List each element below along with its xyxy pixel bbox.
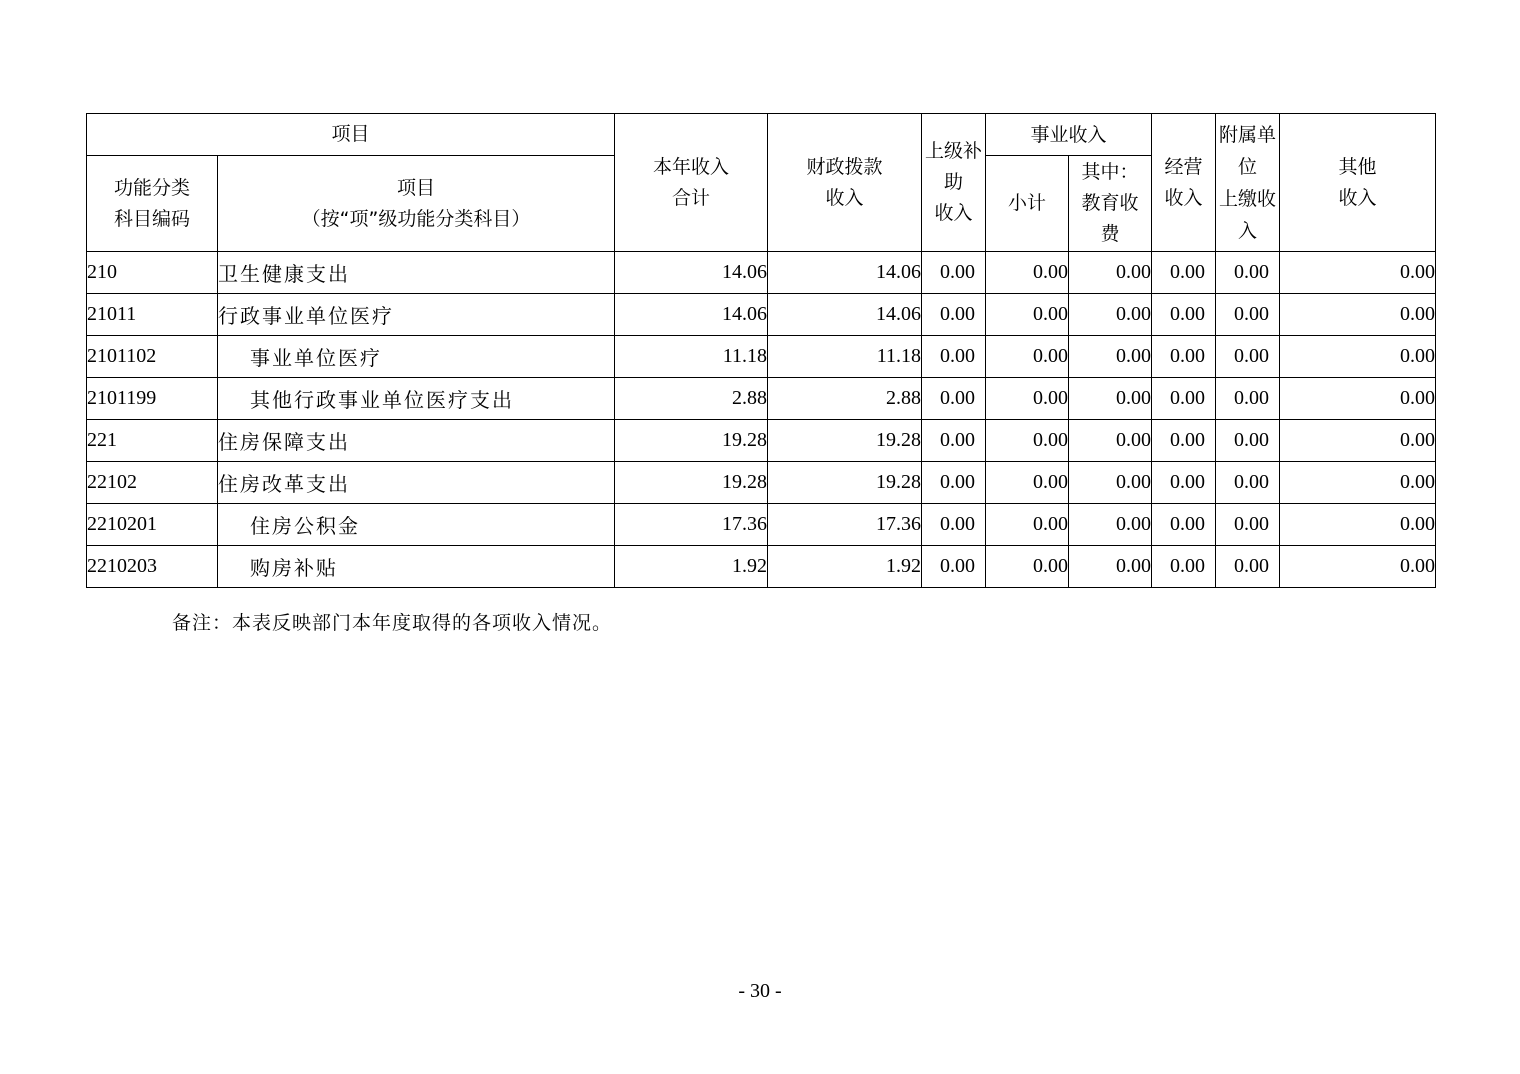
cell-operating: 0.00 bbox=[1152, 252, 1216, 294]
header-edu-fee: 其中： 教育收 费 bbox=[1069, 156, 1152, 252]
cell-edu-fee: 0.00 bbox=[1069, 336, 1152, 378]
cell-fiscal: 19.28 bbox=[768, 462, 922, 504]
cell-other: 0.00 bbox=[1280, 420, 1436, 462]
cell-name: 住房公积金 bbox=[218, 504, 615, 546]
cell-code: 2210203 bbox=[87, 546, 218, 588]
cell-superior: 0.00 bbox=[922, 252, 986, 294]
cell-fiscal: 1.92 bbox=[768, 546, 922, 588]
cell-code: 2210201 bbox=[87, 504, 218, 546]
cell-subtotal: 0.00 bbox=[986, 336, 1069, 378]
cell-affiliated: 0.00 bbox=[1216, 378, 1280, 420]
cell-superior: 0.00 bbox=[922, 420, 986, 462]
cell-superior: 0.00 bbox=[922, 504, 986, 546]
cell-code: 2101199 bbox=[87, 378, 218, 420]
cell-name: 购房补贴 bbox=[218, 546, 615, 588]
cell-operating: 0.00 bbox=[1152, 546, 1216, 588]
cell-edu-fee: 0.00 bbox=[1069, 546, 1152, 588]
header-code: 功能分类 科目编码 bbox=[87, 156, 218, 252]
cell-code: 221 bbox=[87, 420, 218, 462]
cell-fiscal: 19.28 bbox=[768, 420, 922, 462]
cell-superior: 0.00 bbox=[922, 336, 986, 378]
cell-fiscal: 2.88 bbox=[768, 378, 922, 420]
table-row bbox=[87, 294, 1436, 336]
cell-other: 0.00 bbox=[1280, 336, 1436, 378]
table-body bbox=[87, 252, 1436, 588]
cell-total: 14.06 bbox=[615, 294, 768, 336]
cell-operating: 0.00 bbox=[1152, 336, 1216, 378]
cell-superior: 0.00 bbox=[922, 294, 986, 336]
header-operating: 经营 收入 bbox=[1152, 114, 1216, 252]
cell-name: 行政事业单位医疗 bbox=[218, 294, 615, 336]
table-row bbox=[87, 252, 1436, 294]
cell-total: 19.28 bbox=[615, 420, 768, 462]
cell-other: 0.00 bbox=[1280, 294, 1436, 336]
cell-affiliated: 0.00 bbox=[1216, 504, 1280, 546]
cell-code: 22102 bbox=[87, 462, 218, 504]
cell-subtotal: 0.00 bbox=[986, 378, 1069, 420]
cell-other: 0.00 bbox=[1280, 462, 1436, 504]
cell-total: 11.18 bbox=[615, 336, 768, 378]
cell-superior: 0.00 bbox=[922, 462, 986, 504]
cell-edu-fee: 0.00 bbox=[1069, 252, 1152, 294]
cell-code: 2101102 bbox=[87, 336, 218, 378]
cell-subtotal: 0.00 bbox=[986, 252, 1069, 294]
table-row bbox=[87, 546, 1436, 588]
header-item: 项目 （按“项”级功能分类科目） bbox=[218, 156, 615, 252]
cell-fiscal: 11.18 bbox=[768, 336, 922, 378]
cell-affiliated: 0.00 bbox=[1216, 546, 1280, 588]
cell-name: 事业单位医疗 bbox=[218, 336, 615, 378]
cell-subtotal: 0.00 bbox=[986, 462, 1069, 504]
table-row bbox=[87, 336, 1436, 378]
cell-subtotal: 0.00 bbox=[986, 420, 1069, 462]
table-row bbox=[87, 420, 1436, 462]
cell-subtotal: 0.00 bbox=[986, 546, 1069, 588]
header-other: 其他 收入 bbox=[1280, 114, 1436, 252]
header-affiliated: 附属单 位 上缴收 入 bbox=[1216, 114, 1280, 252]
cell-operating: 0.00 bbox=[1152, 420, 1216, 462]
cell-superior: 0.00 bbox=[922, 546, 986, 588]
cell-total: 19.28 bbox=[615, 462, 768, 504]
page-number: - 30 - bbox=[738, 980, 782, 1002]
cell-affiliated: 0.00 bbox=[1216, 294, 1280, 336]
cell-fiscal: 14.06 bbox=[768, 252, 922, 294]
cell-subtotal: 0.00 bbox=[986, 294, 1069, 336]
cell-total: 2.88 bbox=[615, 378, 768, 420]
cell-name: 住房改革支出 bbox=[218, 462, 615, 504]
cell-total: 14.06 bbox=[615, 252, 768, 294]
header-superior-subsidy: 上级补 助 收入 bbox=[922, 114, 986, 252]
cell-edu-fee: 0.00 bbox=[1069, 462, 1152, 504]
cell-other: 0.00 bbox=[1280, 378, 1436, 420]
cell-edu-fee: 0.00 bbox=[1069, 378, 1152, 420]
cell-other: 0.00 bbox=[1280, 504, 1436, 546]
table-row bbox=[87, 462, 1436, 504]
cell-name: 卫生健康支出 bbox=[218, 252, 615, 294]
table-row bbox=[87, 378, 1436, 420]
table-note: 备注：本表反映部门本年度取得的各项收入情况。 bbox=[172, 612, 613, 634]
header-subtotal: 小计 bbox=[986, 156, 1069, 252]
cell-other: 0.00 bbox=[1280, 546, 1436, 588]
cell-edu-fee: 0.00 bbox=[1069, 294, 1152, 336]
cell-fiscal: 14.06 bbox=[768, 294, 922, 336]
cell-operating: 0.00 bbox=[1152, 462, 1216, 504]
cell-subtotal: 0.00 bbox=[986, 504, 1069, 546]
header-project-group: 项目 bbox=[87, 114, 615, 156]
cell-code: 21011 bbox=[87, 294, 218, 336]
cell-edu-fee: 0.00 bbox=[1069, 420, 1152, 462]
cell-superior: 0.00 bbox=[922, 378, 986, 420]
cell-fiscal: 17.36 bbox=[768, 504, 922, 546]
table-row bbox=[87, 504, 1436, 546]
header-fiscal: 财政拨款 收入 bbox=[768, 114, 922, 252]
header-business-group: 事业收入 bbox=[986, 114, 1152, 156]
cell-affiliated: 0.00 bbox=[1216, 252, 1280, 294]
cell-operating: 0.00 bbox=[1152, 294, 1216, 336]
cell-affiliated: 0.00 bbox=[1216, 336, 1280, 378]
cell-affiliated: 0.00 bbox=[1216, 462, 1280, 504]
cell-name: 其他行政事业单位医疗支出 bbox=[218, 378, 615, 420]
cell-total: 1.92 bbox=[615, 546, 768, 588]
cell-total: 17.36 bbox=[615, 504, 768, 546]
income-table bbox=[86, 113, 1436, 588]
cell-code: 210 bbox=[87, 252, 218, 294]
cell-affiliated: 0.00 bbox=[1216, 420, 1280, 462]
cell-operating: 0.00 bbox=[1152, 378, 1216, 420]
cell-edu-fee: 0.00 bbox=[1069, 504, 1152, 546]
cell-other: 0.00 bbox=[1280, 252, 1436, 294]
header-total: 本年收入 合计 bbox=[615, 114, 768, 252]
cell-operating: 0.00 bbox=[1152, 504, 1216, 546]
cell-name: 住房保障支出 bbox=[218, 420, 615, 462]
